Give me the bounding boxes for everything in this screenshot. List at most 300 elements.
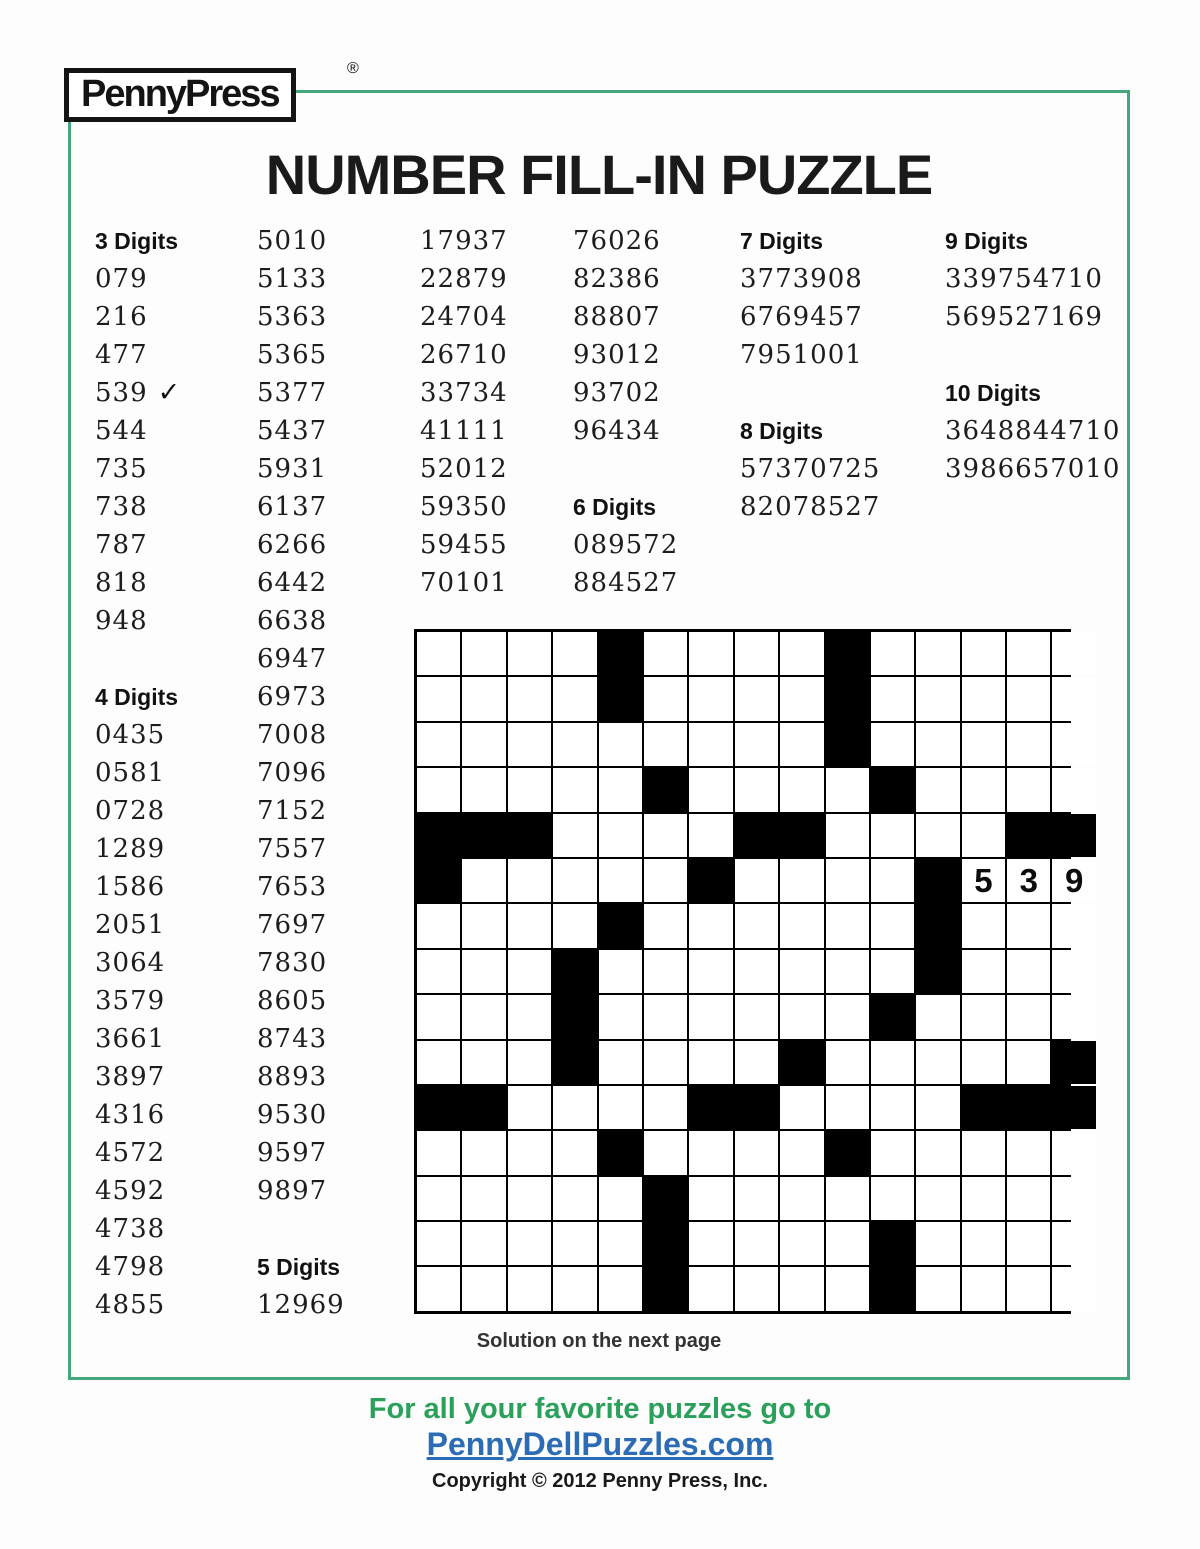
grid-cell bbox=[553, 1222, 596, 1265]
grid-cell bbox=[644, 859, 687, 902]
word-list-entry: 3897 bbox=[95, 1062, 166, 1092]
grid-cell bbox=[644, 1086, 687, 1129]
grid-cell bbox=[462, 768, 505, 811]
word-list-header: 5 Digits bbox=[257, 1254, 341, 1280]
grid-cell bbox=[871, 904, 914, 947]
grid-cell bbox=[599, 1267, 642, 1310]
grid-cell bbox=[462, 1041, 505, 1084]
grid-cell bbox=[962, 950, 1005, 993]
word-list-entry: 0435 bbox=[95, 720, 166, 750]
grid-cell bbox=[871, 814, 914, 857]
grid-cell bbox=[1007, 1177, 1050, 1220]
grid-cell bbox=[871, 1131, 914, 1174]
grid-cell bbox=[780, 1131, 823, 1174]
word-list-header: 4 Digits bbox=[95, 684, 179, 710]
word-list-entry: 52012 bbox=[420, 454, 508, 484]
word-list-entry: 4572 bbox=[95, 1138, 166, 1168]
grid-cell-prefilled: 9 bbox=[1052, 859, 1095, 902]
grid-cell-black bbox=[826, 1131, 869, 1174]
grid-cell bbox=[735, 1222, 778, 1265]
grid-cell bbox=[553, 1267, 596, 1310]
grid-cell bbox=[417, 723, 460, 766]
grid-cell bbox=[644, 632, 687, 675]
grid-cell bbox=[780, 1177, 823, 1220]
grid-cell bbox=[599, 995, 642, 1038]
grid-cell bbox=[1052, 723, 1095, 766]
grid-cell bbox=[599, 1222, 642, 1265]
grid-cell bbox=[735, 859, 778, 902]
grid-cell bbox=[780, 904, 823, 947]
footer-link[interactable]: PennyDellPuzzles.com bbox=[426, 1426, 774, 1462]
grid-cell bbox=[689, 632, 732, 675]
word-list-entry-checked bbox=[95, 374, 181, 412]
grid-cell bbox=[916, 1041, 959, 1084]
grid-cell-black bbox=[508, 814, 551, 857]
word-list-entry: 4592 bbox=[95, 1176, 166, 1206]
word-list-entry: 216 bbox=[95, 302, 148, 332]
word-list-entry: 948 bbox=[95, 606, 148, 636]
grid-cell bbox=[462, 859, 505, 902]
grid-cell bbox=[826, 1086, 869, 1129]
grid-cell bbox=[508, 1222, 551, 1265]
grid-cell bbox=[916, 677, 959, 720]
grid-cell bbox=[599, 768, 642, 811]
grid-cell bbox=[780, 1222, 823, 1265]
word-list-entry: 7653 bbox=[257, 872, 328, 902]
grid-cell-black bbox=[599, 1131, 642, 1174]
grid-cell bbox=[462, 995, 505, 1038]
grid-cell-black bbox=[689, 1086, 732, 1129]
grid-cell bbox=[871, 677, 914, 720]
grid-cell bbox=[553, 723, 596, 766]
grid-cell-black bbox=[553, 950, 596, 993]
grid-cell bbox=[1007, 1222, 1050, 1265]
grid-cell bbox=[1007, 723, 1050, 766]
word-list-entry: 9530 bbox=[257, 1100, 328, 1130]
grid-cell bbox=[916, 1086, 959, 1129]
word-list-entry: 3986657010 bbox=[945, 454, 1121, 484]
grid-cell bbox=[780, 723, 823, 766]
grid-cell-black bbox=[1007, 814, 1050, 857]
word-list-header: 9 Digits bbox=[945, 228, 1029, 254]
word-list-entry: 6638 bbox=[257, 606, 328, 636]
grid-cell bbox=[508, 723, 551, 766]
grid-cell bbox=[1052, 768, 1095, 811]
check-mark-icon: ✓ bbox=[157, 377, 182, 408]
grid-cell bbox=[871, 859, 914, 902]
grid-cell bbox=[780, 1267, 823, 1310]
logo-text: PennyPress bbox=[81, 73, 279, 115]
word-list-entry: 57370725 bbox=[740, 454, 881, 484]
grid-cell bbox=[735, 1177, 778, 1220]
puzzle-grid bbox=[414, 629, 1084, 1314]
word-list-entry: 6266 bbox=[257, 530, 328, 560]
grid-cell bbox=[417, 1222, 460, 1265]
word-list-blank bbox=[573, 450, 678, 488]
word-list-entry: 5365 bbox=[257, 340, 328, 370]
word-list-entry: 818 bbox=[95, 568, 148, 598]
word-list-entry: 3648844710 bbox=[945, 416, 1121, 446]
grid-cell bbox=[962, 1177, 1005, 1220]
grid-cell-black bbox=[916, 904, 959, 947]
grid-cell bbox=[1052, 1131, 1095, 1174]
grid-cell-black bbox=[962, 1086, 1005, 1129]
grid-cell bbox=[599, 950, 642, 993]
grid-cell bbox=[462, 1267, 505, 1310]
word-list-blank bbox=[257, 1210, 345, 1248]
grid-cell bbox=[417, 768, 460, 811]
grid-cell bbox=[553, 1086, 596, 1129]
grid-cell bbox=[689, 1267, 732, 1310]
grid-cell-black bbox=[871, 1267, 914, 1310]
word-list-entry: 569527169 bbox=[945, 302, 1103, 332]
word-list-entry: 3579 bbox=[95, 986, 166, 1016]
grid-cell bbox=[417, 1267, 460, 1310]
word-list-entry: 5437 bbox=[257, 416, 328, 446]
grid-cell bbox=[599, 859, 642, 902]
grid-cell-black bbox=[826, 677, 869, 720]
grid-cell-black bbox=[871, 1222, 914, 1265]
grid-cell bbox=[780, 859, 823, 902]
grid-cell-black bbox=[1052, 1086, 1095, 1129]
word-list-entry: 089572 bbox=[573, 530, 679, 560]
grid-cell-black bbox=[826, 632, 869, 675]
word-list-entry: 12969 bbox=[257, 1290, 345, 1320]
grid-cell bbox=[599, 1177, 642, 1220]
grid-cell-black bbox=[916, 950, 959, 993]
grid-cell bbox=[644, 1131, 687, 1174]
grid-cell bbox=[735, 950, 778, 993]
grid-cell bbox=[599, 723, 642, 766]
word-list-header: 3 Digits bbox=[95, 228, 179, 254]
word-list-entry: 544 bbox=[95, 416, 148, 446]
grid-cell bbox=[962, 677, 1005, 720]
grid-cell bbox=[780, 995, 823, 1038]
grid-cell bbox=[735, 1267, 778, 1310]
grid-cell-black bbox=[1052, 1041, 1095, 1084]
grid-cell bbox=[508, 632, 551, 675]
grid-cell-black bbox=[644, 1177, 687, 1220]
grid-cell bbox=[508, 768, 551, 811]
grid-cell bbox=[644, 995, 687, 1038]
word-list-entry: 3661 bbox=[95, 1024, 166, 1054]
grid-cell-black bbox=[599, 904, 642, 947]
word-list-entry: 0728 bbox=[95, 796, 166, 826]
word-list-blank bbox=[945, 336, 1120, 374]
grid-cell bbox=[689, 723, 732, 766]
grid-cell bbox=[735, 768, 778, 811]
grid-cell bbox=[689, 677, 732, 720]
word-list-entry: 8605 bbox=[257, 986, 328, 1016]
grid-cell bbox=[508, 904, 551, 947]
word-list-entry: 93702 bbox=[573, 378, 661, 408]
word-list-entry: 735 bbox=[95, 454, 148, 484]
grid-cell bbox=[826, 1177, 869, 1220]
grid-cell bbox=[462, 950, 505, 993]
grid-cell-black bbox=[871, 995, 914, 1038]
word-list-header: 8 Digits bbox=[740, 418, 824, 444]
footer-tagline: For all your favorite puzzles go to bbox=[368, 1393, 832, 1425]
grid-cell bbox=[644, 723, 687, 766]
grid-cell bbox=[553, 904, 596, 947]
grid-cell bbox=[553, 632, 596, 675]
word-list-entry: 70101 bbox=[420, 568, 508, 598]
grid-cell bbox=[1007, 768, 1050, 811]
grid-cell bbox=[916, 768, 959, 811]
grid-cell bbox=[462, 904, 505, 947]
grid-cell bbox=[553, 859, 596, 902]
grid-cell bbox=[1007, 1267, 1050, 1310]
grid-cell bbox=[780, 632, 823, 675]
word-list-header: 10 Digits bbox=[945, 380, 1041, 406]
grid-cell bbox=[780, 768, 823, 811]
grid-cell bbox=[644, 904, 687, 947]
word-list-entry: 76026 bbox=[573, 226, 661, 256]
grid-cell bbox=[735, 995, 778, 1038]
grid-cell bbox=[735, 1041, 778, 1084]
grid-cell-black bbox=[599, 632, 642, 675]
word-list-entry: 1586 bbox=[95, 872, 166, 902]
grid-cell bbox=[508, 1177, 551, 1220]
grid-cell bbox=[962, 768, 1005, 811]
grid-cell bbox=[871, 723, 914, 766]
grid-cell-black bbox=[871, 768, 914, 811]
word-list-entry: 22879 bbox=[420, 264, 508, 294]
grid-cell bbox=[508, 1267, 551, 1310]
grid-cell-black bbox=[780, 814, 823, 857]
grid-cell bbox=[780, 1086, 823, 1129]
grid-cell bbox=[962, 1267, 1005, 1310]
grid-cell bbox=[462, 723, 505, 766]
grid-cell bbox=[735, 904, 778, 947]
grid-cell-black bbox=[1052, 814, 1095, 857]
word-list-entry: 59455 bbox=[420, 530, 508, 560]
word-list-entry: 59350 bbox=[420, 492, 508, 522]
grid-cell bbox=[916, 814, 959, 857]
grid-cell-black bbox=[735, 814, 778, 857]
grid-cell bbox=[916, 995, 959, 1038]
grid-cell-black bbox=[916, 859, 959, 902]
word-list-entry: 6973 bbox=[257, 682, 328, 712]
word-list-entry: 9597 bbox=[257, 1138, 328, 1168]
grid-cell bbox=[644, 814, 687, 857]
grid-cell bbox=[1007, 677, 1050, 720]
grid-cell bbox=[916, 1222, 959, 1265]
grid-cell bbox=[826, 814, 869, 857]
grid-cell bbox=[1007, 632, 1050, 675]
grid-cell bbox=[599, 1041, 642, 1084]
grid-cell bbox=[417, 904, 460, 947]
word-list-entry: 7557 bbox=[257, 834, 328, 864]
grid-cell bbox=[689, 1131, 732, 1174]
word-list-entry: 7152 bbox=[257, 796, 328, 826]
grid-cell bbox=[780, 950, 823, 993]
grid-cell-prefilled: 5 bbox=[962, 859, 1005, 902]
footer-copyright: Copyright © 2012 Penny Press, Inc. bbox=[432, 1470, 768, 1492]
grid-cell-black bbox=[417, 814, 460, 857]
word-list-entry: 93012 bbox=[573, 340, 661, 370]
grid-cell bbox=[599, 814, 642, 857]
grid-cell bbox=[1052, 677, 1095, 720]
word-list-entry: 6769457 bbox=[740, 302, 863, 332]
word-list-entry: 5010 bbox=[257, 226, 328, 256]
grid-cell bbox=[916, 632, 959, 675]
grid-cell bbox=[644, 1041, 687, 1084]
grid-cell bbox=[553, 1177, 596, 1220]
word-list-entry: 88807 bbox=[573, 302, 661, 332]
grid-cell-black bbox=[553, 995, 596, 1038]
grid-cell bbox=[1007, 1131, 1050, 1174]
grid-cell bbox=[508, 950, 551, 993]
grid-cell bbox=[508, 995, 551, 1038]
grid-cell bbox=[644, 950, 687, 993]
grid-cell bbox=[689, 768, 732, 811]
grid-cell bbox=[826, 904, 869, 947]
grid-cell-black bbox=[417, 859, 460, 902]
grid-cell bbox=[689, 904, 732, 947]
grid-cell bbox=[962, 1222, 1005, 1265]
word-list-entry: 884527 bbox=[573, 568, 679, 598]
word-list-column bbox=[945, 222, 1120, 488]
grid-cell bbox=[826, 950, 869, 993]
grid-cell bbox=[962, 632, 1005, 675]
word-list-entry: 8893 bbox=[257, 1062, 328, 1092]
grid-cell-black bbox=[1007, 1086, 1050, 1129]
grid-cell bbox=[1052, 950, 1095, 993]
grid-cell bbox=[462, 1131, 505, 1174]
word-list-entry: 4798 bbox=[95, 1252, 166, 1282]
grid-cell-black bbox=[689, 859, 732, 902]
word-list-entry: 738 bbox=[95, 492, 148, 522]
grid-cell bbox=[735, 632, 778, 675]
word-list-column bbox=[257, 222, 345, 1324]
word-list-entry: 8743 bbox=[257, 1024, 328, 1054]
word-list-entry: 82078527 bbox=[740, 492, 881, 522]
grid-cell bbox=[1052, 1267, 1095, 1310]
word-list-entry: 5133 bbox=[257, 264, 328, 294]
grid-cell bbox=[553, 768, 596, 811]
grid-cell bbox=[689, 995, 732, 1038]
grid-cell bbox=[826, 1041, 869, 1084]
grid-cell bbox=[916, 1177, 959, 1220]
grid-cell-black bbox=[599, 677, 642, 720]
word-list-column bbox=[95, 222, 181, 1324]
grid-cell bbox=[417, 995, 460, 1038]
grid-cell bbox=[962, 814, 1005, 857]
grid-cell bbox=[735, 677, 778, 720]
page-title: NUMBER FILL-IN PUZZLE bbox=[265, 143, 933, 206]
grid-cell bbox=[871, 632, 914, 675]
word-list-entry: 7951001 bbox=[740, 340, 863, 370]
grid-cell-black bbox=[826, 723, 869, 766]
word-list-entry: 33734 bbox=[420, 378, 508, 408]
grid-cell bbox=[916, 1267, 959, 1310]
word-list-entry: 6137 bbox=[257, 492, 328, 522]
grid-cell bbox=[689, 1222, 732, 1265]
grid-cell bbox=[962, 995, 1005, 1038]
grid-cell bbox=[962, 1041, 1005, 1084]
word-list-entry: 1289 bbox=[95, 834, 166, 864]
word-list-entry: 7697 bbox=[257, 910, 328, 940]
grid-cell bbox=[735, 723, 778, 766]
grid-cell-black bbox=[780, 1041, 823, 1084]
word-list-header: 7 Digits bbox=[740, 228, 824, 254]
grid-cell bbox=[462, 1177, 505, 1220]
grid-cell bbox=[508, 677, 551, 720]
footer bbox=[0, 1392, 1200, 1496]
grid-cell bbox=[553, 1131, 596, 1174]
grid-cell bbox=[462, 677, 505, 720]
word-list-entry: 5931 bbox=[257, 454, 328, 484]
grid-cell bbox=[689, 950, 732, 993]
registered-trademark-icon: ® bbox=[344, 60, 362, 78]
grid-cell bbox=[417, 950, 460, 993]
grid-cell bbox=[599, 1086, 642, 1129]
grid-cell bbox=[962, 1131, 1005, 1174]
grid-cell bbox=[508, 1131, 551, 1174]
grid-cell bbox=[508, 1086, 551, 1129]
word-list-entry: 26710 bbox=[420, 340, 508, 370]
word-list-entry: 3064 bbox=[95, 948, 166, 978]
grid-cell bbox=[508, 1041, 551, 1084]
grid-cell bbox=[689, 1041, 732, 1084]
word-list-entry: 17937 bbox=[420, 226, 508, 256]
grid-cell bbox=[553, 814, 596, 857]
word-list-entry: 339754710 bbox=[945, 264, 1103, 294]
word-list-entry: 4738 bbox=[95, 1214, 166, 1244]
word-list-column bbox=[420, 222, 508, 602]
word-list-entry: 477 bbox=[95, 340, 148, 370]
grid-cell bbox=[417, 1131, 460, 1174]
grid-cell bbox=[871, 950, 914, 993]
word-list-entry: 6442 bbox=[257, 568, 328, 598]
word-list-entry: 7830 bbox=[257, 948, 328, 978]
word-list-entry: 787 bbox=[95, 530, 148, 560]
grid-cell bbox=[1052, 632, 1095, 675]
grid-cell-black bbox=[462, 814, 505, 857]
grid-cell bbox=[553, 677, 596, 720]
word-list-entry: 2051 bbox=[95, 910, 166, 940]
grid-cell bbox=[689, 814, 732, 857]
grid-cell bbox=[1052, 995, 1095, 1038]
word-list-header: 6 Digits bbox=[573, 494, 657, 520]
grid-cell-black bbox=[644, 1222, 687, 1265]
grid-cell bbox=[644, 677, 687, 720]
grid-cell bbox=[871, 1177, 914, 1220]
word-list-entry: 4316 bbox=[95, 1100, 166, 1130]
word-list-entry: 24704 bbox=[420, 302, 508, 332]
word-list-column bbox=[573, 222, 678, 602]
grid-cell bbox=[1007, 904, 1050, 947]
grid-cell bbox=[1007, 995, 1050, 1038]
grid-cell-black bbox=[644, 768, 687, 811]
grid-cell bbox=[1052, 1177, 1095, 1220]
grid-cell bbox=[962, 904, 1005, 947]
grid-cell bbox=[826, 1222, 869, 1265]
grid-cell bbox=[735, 1131, 778, 1174]
logo-box bbox=[64, 68, 296, 122]
grid-cell bbox=[871, 1086, 914, 1129]
grid-cell bbox=[417, 677, 460, 720]
word-list-entry: 7008 bbox=[257, 720, 328, 750]
word-list-entry: 7096 bbox=[257, 758, 328, 788]
word-list-entry: 96434 bbox=[573, 416, 661, 446]
grid-cell bbox=[916, 1131, 959, 1174]
word-list-entry: 5363 bbox=[257, 302, 328, 332]
grid-cell bbox=[1007, 1041, 1050, 1084]
word-list-entry: 079 bbox=[95, 264, 148, 294]
grid-cell bbox=[508, 859, 551, 902]
